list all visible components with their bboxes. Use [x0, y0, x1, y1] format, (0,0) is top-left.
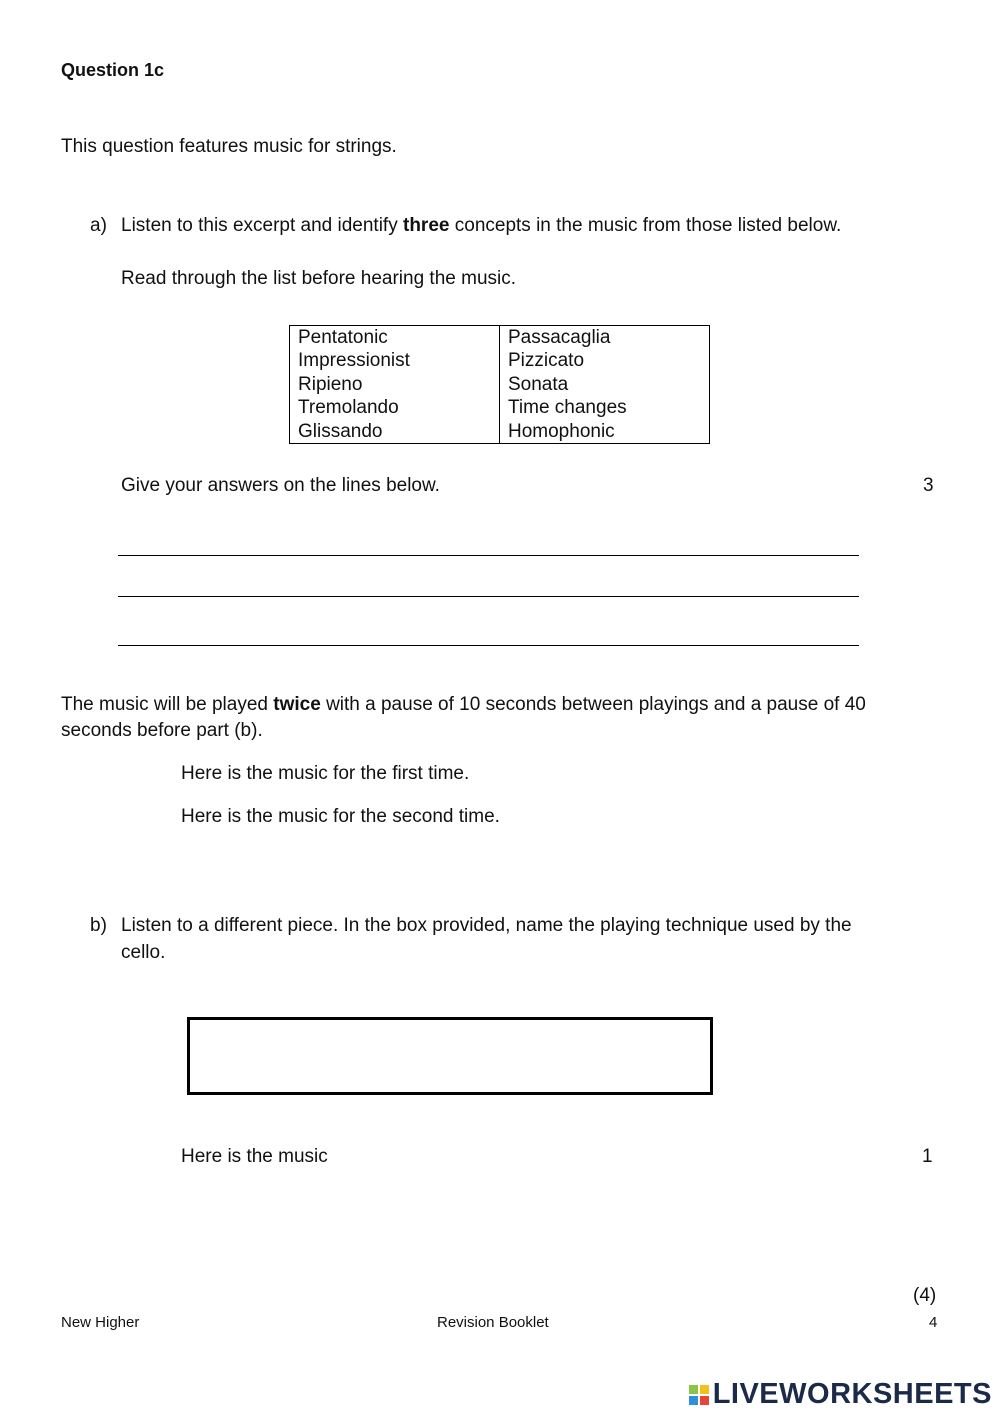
concepts-left-column — [290, 326, 500, 444]
total-marks: (4) — [913, 1285, 937, 1306]
part-b-marks: 1 — [922, 1146, 933, 1167]
concepts-right-column — [500, 326, 710, 444]
concept-item: Impressionist — [298, 350, 410, 372]
concept-item: Tremolando — [298, 397, 399, 419]
part-a-marks: 3 — [923, 475, 934, 496]
read-note: Read through the list before hearing the music. — [121, 268, 517, 289]
liveworksheets-logo[interactable] — [689, 1378, 992, 1411]
part-a-instruction-post: concepts in the music from those listed below. — [449, 215, 842, 236]
playing-note-post: with a pause of 10 seconds between playings and a pause of 40 — [320, 694, 866, 715]
concept-item: Time changes — [508, 397, 627, 419]
logo-mark-icon — [689, 1385, 709, 1405]
concept-item: Sonata — [508, 373, 569, 395]
part-a-instruction — [121, 215, 841, 237]
part-a-label: a) — [90, 215, 107, 236]
concept-item: Glissando — [298, 420, 383, 442]
second-time-text: Here is the music for the second time. — [181, 806, 500, 827]
playing-note-pre: The music will be played — [61, 694, 274, 715]
concepts-table — [289, 325, 710, 444]
part-a-instruction-pre: Listen to this excerpt and identify — [121, 215, 403, 236]
footer-left: New Higher — [61, 1314, 140, 1331]
intro-text: This question features music for strings. — [61, 136, 397, 157]
playing-note-bold: twice — [273, 694, 321, 715]
footer-center: Revision Booklet — [437, 1314, 549, 1331]
footer-page-number: 4 — [929, 1314, 938, 1331]
concept-item: Passacaglia — [508, 327, 611, 348]
playing-note-line-1 — [61, 694, 866, 716]
concept-item: Ripieno — [298, 373, 363, 395]
playing-note-line-2: seconds before part (b). — [61, 720, 263, 741]
concept-item: Pizzicato — [508, 350, 585, 372]
answer-line-1[interactable] — [118, 555, 859, 556]
concept-item: Pentatonic — [298, 327, 388, 348]
part-b-label: b) — [90, 915, 107, 936]
part-a-instruction-bold: three — [403, 215, 450, 236]
concept-item: Homophonic — [508, 420, 615, 442]
part-b-instruction-line-2: cello. — [121, 942, 166, 963]
answer-line-3[interactable] — [118, 645, 859, 646]
here-is-music-text: Here is the music — [181, 1146, 328, 1167]
give-answers-text: Give your answers on the lines below. — [121, 475, 440, 496]
technique-answer-box[interactable] — [187, 1017, 713, 1095]
part-b-instruction-line-1: Listen to a different piece. In the box provided, name the playing technique used by the — [121, 915, 852, 936]
question-title: Question 1c — [61, 60, 165, 80]
answer-line-2[interactable] — [118, 596, 859, 597]
logo-text: LIVEWORKSHEETS — [712, 1378, 992, 1410]
first-time-text: Here is the music for the first time. — [181, 763, 470, 784]
